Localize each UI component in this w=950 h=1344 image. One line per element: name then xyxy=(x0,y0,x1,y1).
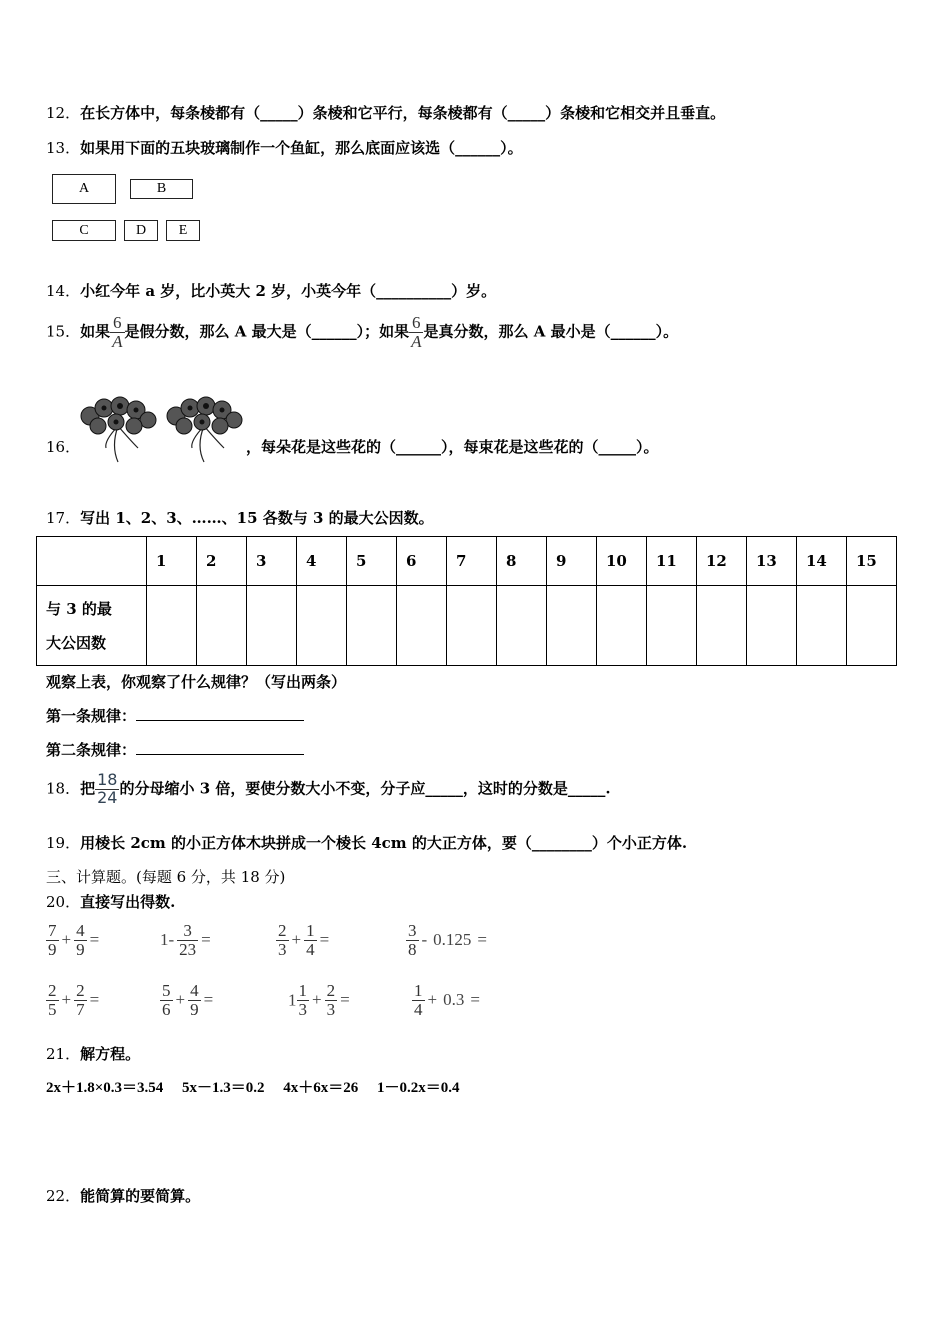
fraction-18-over-24: $\frac{18}{24}$ xyxy=(97,770,118,807)
answer-cell[interactable] xyxy=(247,586,297,666)
table-row-label: 与 3 的最 大公因数 xyxy=(37,586,147,666)
question-number: 14． xyxy=(46,282,81,300)
question-15 xyxy=(46,314,678,351)
answer-cell[interactable] xyxy=(797,586,847,666)
answer-cell[interactable] xyxy=(497,586,547,666)
question-text: 在长方体中，每条棱都有（_____）条棱和它平行，每条棱都有（_____）条棱和它相交并且垂直。 xyxy=(80,104,726,122)
calc-item: $\frac{3}{8}$ - 0.125 = xyxy=(408,921,488,959)
question-14 xyxy=(46,280,496,301)
question-text: 写出 1、2、3、……、15 各数与 3 的最大公因数。 xyxy=(80,509,434,527)
question-text: 把 xyxy=(80,779,96,798)
answer-cell[interactable] xyxy=(147,586,197,666)
question-text: 能简算的要简算。 xyxy=(80,1187,201,1205)
question-number: 16． xyxy=(46,438,81,456)
question-text: 解方程。 xyxy=(80,1045,141,1063)
rule-1: 第一条规律： xyxy=(46,705,304,726)
equations: 2x＋1.8×0.3＝3.54 5x－1.3＝0.2 4x＋6x＝26 1－0.2x＝0.4 xyxy=(46,1080,460,1096)
table-header-cell: 6 xyxy=(397,537,447,586)
answer-cell[interactable] xyxy=(347,586,397,666)
answer-cell[interactable] xyxy=(447,586,497,666)
glass-panel-a: A xyxy=(52,174,116,204)
question-text: 的分母缩小 3 倍，要使分数大小不变，分子应_____，这时的分数是_____. xyxy=(119,779,611,798)
question-13 xyxy=(46,137,523,158)
question-number: 13． xyxy=(46,139,81,157)
answer-cell[interactable] xyxy=(747,586,797,666)
rule-2: 第二条规律： xyxy=(46,739,304,760)
glass-panel-e: E xyxy=(166,220,200,241)
question-19 xyxy=(46,832,687,853)
rule-1-blank[interactable] xyxy=(136,706,304,721)
calc-item: $\frac{7}{9}$ + $\frac{4}{9}$ = xyxy=(48,921,100,959)
answer-cell[interactable] xyxy=(397,586,447,666)
table-cell xyxy=(37,537,147,586)
table-header-cell: 14 xyxy=(797,537,847,586)
question-21 xyxy=(46,1043,140,1064)
glass-panel-b: B xyxy=(130,179,193,199)
answer-cell[interactable] xyxy=(697,586,747,666)
table-header-cell: 13 xyxy=(747,537,797,586)
question-number: 17． xyxy=(46,509,81,527)
question-17 xyxy=(46,507,434,528)
answer-cell[interactable] xyxy=(847,586,897,666)
table-row xyxy=(37,586,897,666)
answer-cell[interactable] xyxy=(647,586,697,666)
calc-item: 1 $\frac{1}{3}$ + $\frac{2}{3}$ = xyxy=(288,981,350,1019)
question-text: 用棱长 2cm 的小正方体木块拼成一个棱长 4cm 的大正方体，要（________）个小正方体. xyxy=(80,834,688,852)
question-18 xyxy=(46,772,611,807)
question-text: 是真分数，那么 A 最小是（______）。 xyxy=(423,322,679,341)
table-header-row xyxy=(37,537,897,586)
table-header-cell: 3 xyxy=(247,537,297,586)
calc-item: $\frac{1}{4}$ + 0.3 = xyxy=(414,981,480,1019)
question-12 xyxy=(46,102,725,123)
question-number: 20． xyxy=(46,893,81,911)
fraction-6-over-a: $\frac{6}{A}$ xyxy=(112,313,123,351)
calc-item: $\frac{5}{6}$ + $\frac{4}{9}$ = xyxy=(162,981,214,1019)
table-header-cell: 5 xyxy=(347,537,397,586)
question-text: 如果 xyxy=(80,322,111,341)
table-header-cell: 10 xyxy=(597,537,647,586)
glass-panel-c: C xyxy=(52,220,116,241)
table-header-cell: 7 xyxy=(447,537,497,586)
answer-cell[interactable] xyxy=(297,586,347,666)
question-16 xyxy=(46,436,80,457)
question-number: 22． xyxy=(46,1187,81,1205)
question-22 xyxy=(46,1185,200,1206)
calc-item: 1- $\frac{3}{23}$ = xyxy=(160,921,211,959)
section-3-heading: 三、计算题。(每题 6 分，共 18 分) xyxy=(46,868,286,886)
answer-cell[interactable] xyxy=(197,586,247,666)
table-header-cell: 12 xyxy=(697,537,747,586)
calc-item: $\frac{2}{3}$ + $\frac{1}{4}$ = xyxy=(278,921,330,959)
fraction-6-over-a: $\frac{6}{A}$ xyxy=(411,313,422,351)
table-header-cell: 15 xyxy=(847,537,897,586)
glass-panel-d: D xyxy=(124,220,158,241)
calc-item: $\frac{2}{5}$ + $\frac{2}{7}$ = xyxy=(48,981,100,1019)
question-text: 小红今年 a 岁，比小英大 2 岁，小英今年（__________）岁。 xyxy=(80,282,497,300)
answer-cell[interactable] xyxy=(597,586,647,666)
table-header-cell: 2 xyxy=(197,537,247,586)
question-number: 12． xyxy=(46,104,81,122)
rule-2-blank[interactable] xyxy=(136,740,304,755)
answer-cell[interactable] xyxy=(547,586,597,666)
table-header-cell: 9 xyxy=(547,537,597,586)
question-text: 如果用下面的五块玻璃制作一个鱼缸，那么底面应该选（______）。 xyxy=(80,139,523,157)
table-header-cell: 11 xyxy=(647,537,697,586)
question-number: 19． xyxy=(46,834,81,852)
table-header-cell: 1 xyxy=(147,537,197,586)
flower-bouquet-icon xyxy=(76,396,246,466)
question-number: 18． xyxy=(46,779,81,798)
question-number: 15． xyxy=(46,322,81,341)
question-text: 是假分数，那么 A 最大是（______）；如果 xyxy=(124,322,410,341)
question-number: 21． xyxy=(46,1045,81,1063)
question-16-text: ，每朵花是这些花的（______），每束花是这些花的（_____）。 xyxy=(246,438,659,456)
question-text: 直接写出得数. xyxy=(80,893,176,911)
observe-prompt: 观察上表，你观察了什么规律？（写出两条） xyxy=(46,673,347,691)
table-header-cell: 4 xyxy=(297,537,347,586)
gcd-table xyxy=(36,536,897,666)
question-20 xyxy=(46,891,175,912)
table-header-cell: 8 xyxy=(497,537,547,586)
